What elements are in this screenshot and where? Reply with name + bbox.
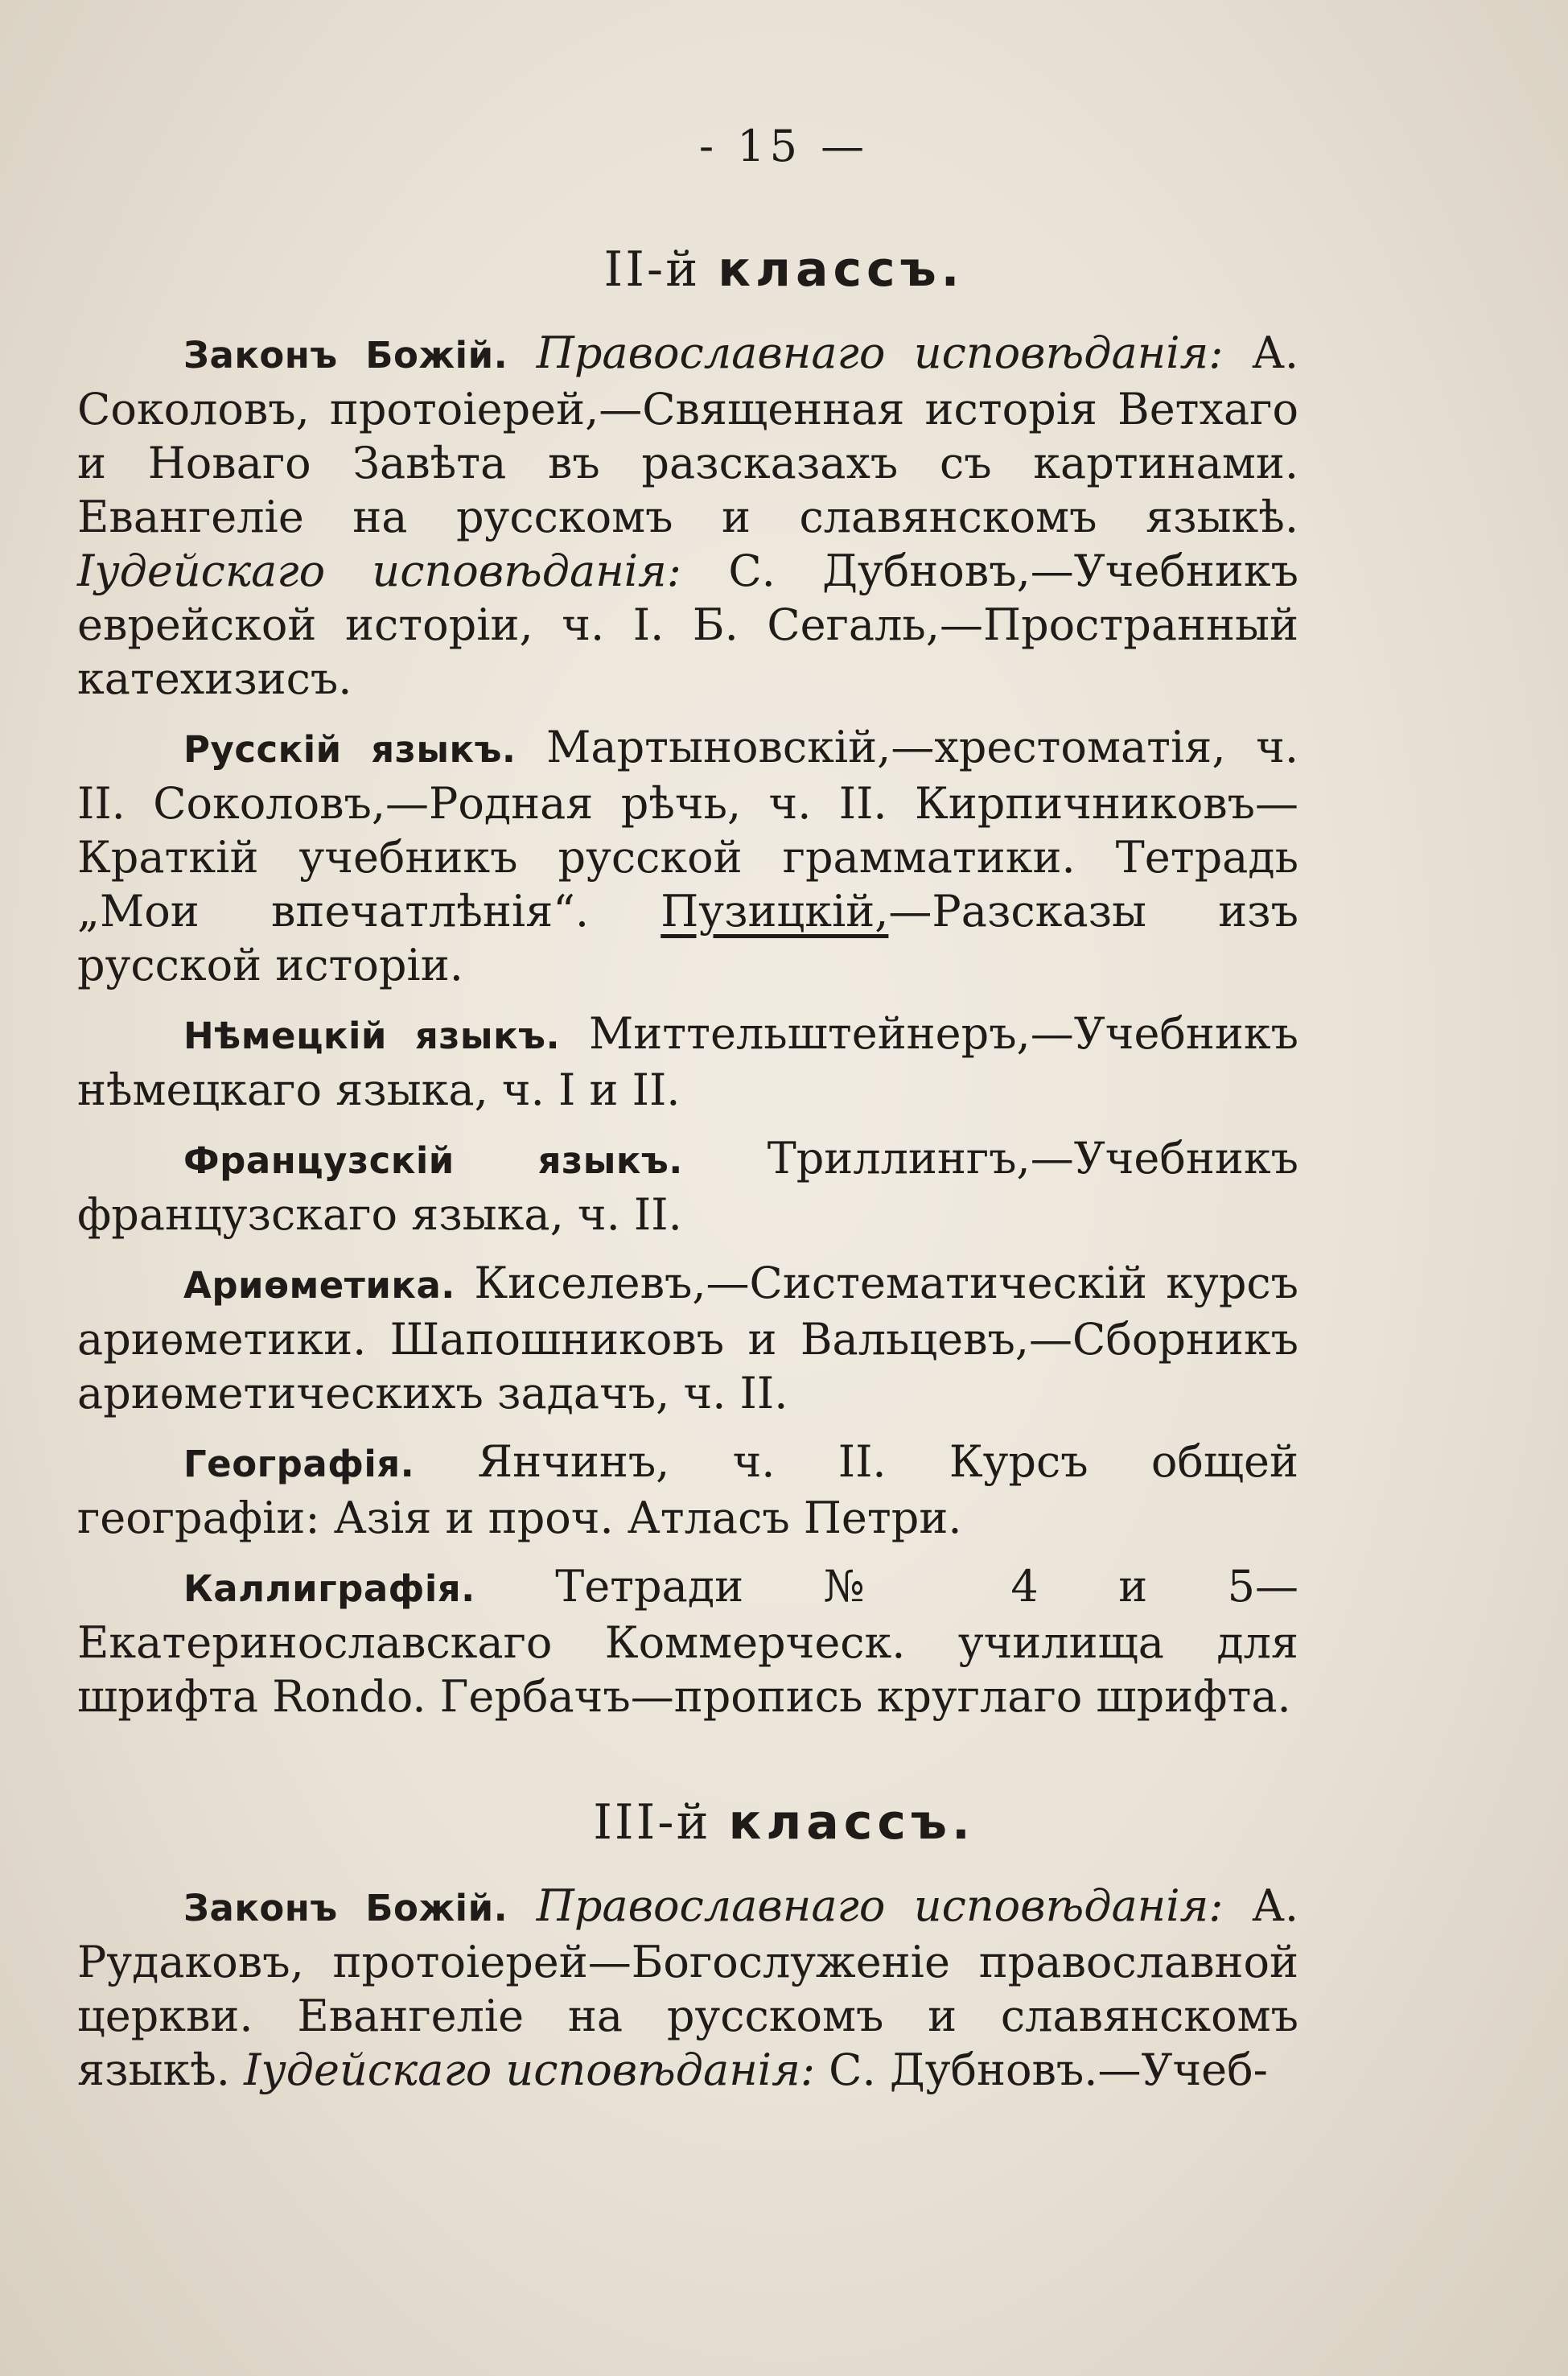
entry-russian [77,720,1298,992]
section-body-class-3 [77,1879,1298,2111]
subject-title: Законъ Божій. [183,1887,508,1929]
entry-calligraphy [77,1559,1298,1723]
entry-text: А. Соколовъ, протоіерей,—Священная исторія Ветхаго и Новаго Завѣта въ разсказахъ съ картинами. Евангеліе на русскомъ и славянскомъ языкѣ. [77,327,1299,542]
subject-title: Географія. [183,1443,415,1485]
entry-text: Триллингъ,—Учебникъ французскаго языка, ч. II. [77,1133,1298,1240]
entry-text: Миттельштейнеръ,—Учебникъ нѣмецкаго языка, ч. I и II. [77,1008,1298,1115]
page-number: - 15 — [698,121,870,171]
subject-title: Каллиграфія. [183,1567,475,1610]
entry-text: А. Рудаковъ, протоіерей—Богослуженіе православной церкви. Евангеліе на русскомъ и славянскомъ языкѣ. [77,1880,1299,2095]
entry-german [77,1007,1298,1117]
subject-title: Ариѳметика. [183,1264,455,1307]
entry-religion [77,1879,1298,2097]
entry-text: С. Дубновъ.—Учеб- [815,2045,1268,2095]
denomination-label: Іудейскаго исповѣданія: [77,546,682,596]
section-heading-class-2 [0,241,1568,298]
denomination-label: Православнаго исповѣданія: [536,327,1224,378]
entry-religion [77,326,1298,706]
entry-text: —Разсказы изъ русской исторіи. [77,886,1298,990]
denomination-label: Православнаго исповѣданія: [536,1880,1224,1931]
entry-text: Тетради № 4 и 5—Екатеринославскаго Коммерческ. училища для шрифта Rondo. Гербачъ—пропись круглаго шрифта. [77,1561,1298,1722]
entry-arithmetic [77,1256,1298,1420]
entry-text: Янчинъ, ч. II. Курсъ общей географіи: Азія и проч. Атласъ Петри. [77,1436,1298,1543]
heading-number: III-й [593,1794,711,1851]
entry-text: Мартыновскій,—хрестоматія, ч. II. Соколовъ,—Родная рѣчь, ч. II. Кирпичниковъ—Краткій учебникъ русской грамматики. Тетрадь „Мои впечатлѣнія“. [77,722,1299,937]
denomination-label: Іудейскаго исповѣданія: [244,2045,816,2095]
section-body-class-2 [77,326,1298,1738]
subject-title: Французскій языкъ. [183,1139,683,1182]
subject-title: Русскій языкъ. [183,728,516,771]
underlined-author: Пузицкій, [661,886,889,937]
heading-word: классъ. [728,1794,975,1851]
entry-text: С. Дубновъ,—Учебникъ еврейской исторіи, ч. I. Б. Сегаль,—Пространный катехизисъ. [77,546,1299,704]
subject-title: Нѣмецкій языкъ. [183,1015,561,1057]
subject-title: Законъ Божій. [183,334,508,377]
heading-word: классъ. [718,241,965,298]
entry-french [77,1131,1298,1242]
entry-text: Киселевъ,—Систематическій курсъ ариѳметики. Шапошниковъ и Вальцевъ,—Сборникъ ариѳметическихъ задачъ, ч. II. [77,1258,1298,1419]
entry-geography [77,1435,1298,1545]
section-heading-class-3 [0,1794,1568,1851]
heading-number: II-й [603,241,701,298]
